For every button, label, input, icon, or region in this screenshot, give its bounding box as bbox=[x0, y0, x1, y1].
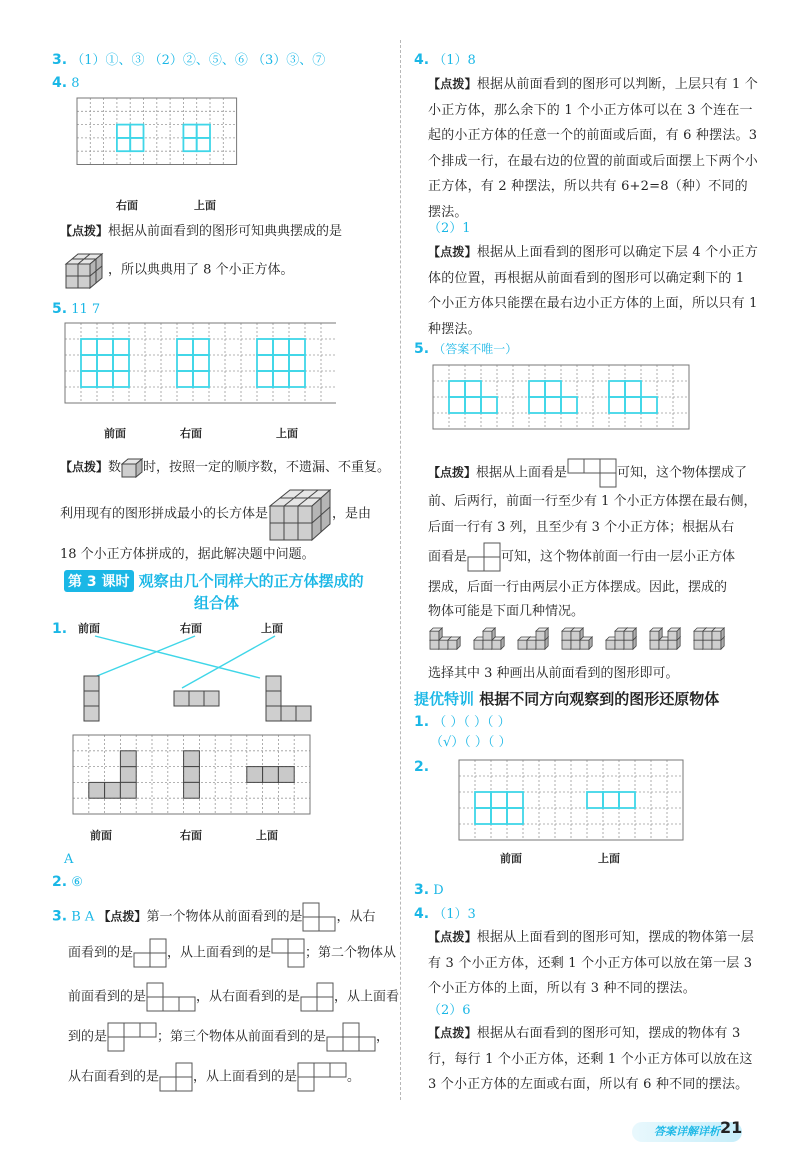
view-shape-icon bbox=[567, 458, 617, 488]
highlight-cell bbox=[561, 397, 577, 413]
s3: 3. D bbox=[414, 882, 444, 898]
l1-grid-label-right: 右面 bbox=[180, 829, 202, 842]
highlight-cell bbox=[113, 355, 129, 371]
highlight-cell bbox=[81, 371, 97, 387]
highlight-cell bbox=[481, 397, 497, 413]
right-q5-tip-line1: 【点拨】根据从上面看是 可知，这个物体摆成了 bbox=[428, 458, 747, 488]
single-cube-icon bbox=[121, 458, 143, 478]
highlight-cell bbox=[625, 381, 641, 397]
gray-cell bbox=[89, 782, 105, 798]
left-q4: 4. 8 bbox=[52, 75, 80, 91]
highlight-cell bbox=[449, 397, 465, 413]
highlight-cell bbox=[193, 371, 209, 387]
right-q4-part2: （2）1 bbox=[428, 221, 471, 236]
cube-icon bbox=[712, 628, 724, 640]
lesson-header bbox=[64, 570, 394, 613]
l1-grid bbox=[72, 734, 312, 818]
highlight-cell bbox=[603, 792, 619, 808]
q5-tip-line3: 18 个小正方体拼成的，据此解决题中问题。 bbox=[60, 547, 315, 562]
l1-num: 1. bbox=[52, 621, 68, 637]
gray-cell bbox=[105, 782, 121, 798]
highlight-cell bbox=[117, 138, 130, 151]
l3-line4: 到的是 ；第三个物体从前面看到的是 ， bbox=[68, 1022, 389, 1052]
special-tag: 提优特训 bbox=[414, 690, 475, 708]
highlight-cell bbox=[609, 381, 625, 397]
lesson-title: 观察由几个同样大的正方体摆成的 bbox=[138, 572, 364, 590]
highlight-cell bbox=[529, 397, 545, 413]
highlight-cell bbox=[545, 397, 561, 413]
s1-row1: 1. （ ）（ ）（ ） bbox=[414, 714, 511, 730]
right-q5-tip-line5: 摆成，后面一行由两层小正方体摆成。因此，摆成的 bbox=[428, 580, 728, 595]
highlight-cell bbox=[177, 339, 193, 355]
highlight-cell bbox=[257, 371, 273, 387]
lesson-tag: 第 3 课时 bbox=[64, 570, 134, 592]
cuboid-icon bbox=[268, 486, 332, 542]
l1-top-label-right: 右面 bbox=[180, 622, 202, 635]
highlight-cell bbox=[183, 125, 196, 138]
footer-banner: 答案详解详析 bbox=[632, 1122, 742, 1142]
cube-icon bbox=[483, 628, 495, 640]
q4-label-top: 上面 bbox=[194, 199, 216, 212]
l1-matching bbox=[70, 634, 370, 726]
right-q5-tip-line4: 面看是 可知，这个物体前面一行由一层小正方体 bbox=[428, 542, 735, 572]
highlight-cell bbox=[491, 808, 507, 824]
highlight-cell bbox=[289, 371, 305, 387]
s4-tip1: 【点拨】根据从上面看到的图形可知，摆成的物体第一层有 3 个小正方体，还剩 1 个小正方体可以放在第一层 3 个小正方体的上面，所以有 3 种不同的摆法。 bbox=[428, 930, 755, 996]
highlight-cell bbox=[641, 397, 657, 413]
gray-cell bbox=[184, 767, 200, 783]
right-q5-tip-line2: 前、后两行，前面一行至少有 1 个小正方体摆在最右侧， bbox=[428, 494, 757, 509]
cube-icon bbox=[448, 637, 460, 649]
page-number: 21 bbox=[720, 1118, 743, 1137]
s4-tip2: 【点拨】根据从右面看到的图形可知，摆成的物体有 3 行，每行 1 个小正方体，还剩 1 个小正方体可以放在这 3 个小正方体的左面或右面，所以有 6 种不同的摆法。 bbox=[428, 1026, 753, 1092]
highlight-cell bbox=[507, 792, 523, 808]
view-shape-icon bbox=[467, 542, 501, 572]
l2: 2. ⑥ bbox=[52, 874, 83, 890]
highlight-cell bbox=[257, 339, 273, 355]
highlight-cell bbox=[97, 355, 113, 371]
q4-grid-lines bbox=[77, 98, 237, 165]
view-shape-icon bbox=[271, 938, 305, 968]
right-q5-tip-line3: 后面一行有 3 列，且至少有 3 个小正方体；根据从右 bbox=[428, 520, 735, 535]
l3-line2: 面看到的是 ，从上面看到的是 ；第二个物体从 bbox=[68, 938, 396, 968]
view-shape-icon bbox=[302, 902, 336, 932]
special-title: 根据不同方向观察到的图形还原物体 bbox=[479, 690, 720, 708]
highlight-cell bbox=[449, 381, 465, 397]
q4-tip-line2: ，所以典典用了 8 个小正方体。 bbox=[64, 250, 294, 290]
l3-line3: 前面看到的是 ，从右面看到的是 ，从上面看 bbox=[68, 982, 399, 1012]
q4-grid bbox=[76, 97, 238, 195]
highlight-cell bbox=[113, 339, 129, 355]
right-q4-tip1: 【点拨】根据从前面看到的图形可以判断，上层只有 1 个小正方体，那么余下的 1 个小正方体可以在 3 个连在一起的小正方体的任意一个的前面或后面，有 6 种摆法。3 个排成一行，在最右边的位置的前面或后面摆上下两个小正方体，有 2 种摆法，所以共有 6+2=8（种）不同的摆法。 bbox=[428, 77, 759, 220]
highlight-cell bbox=[475, 792, 491, 808]
highlight-cell bbox=[465, 397, 481, 413]
highlight-cell bbox=[587, 792, 603, 808]
q5-label-top: 上面 bbox=[276, 427, 298, 440]
view-shape-icon bbox=[133, 938, 167, 968]
highlight-cell bbox=[289, 339, 305, 355]
column-divider bbox=[400, 40, 401, 1100]
gray-cell bbox=[120, 782, 136, 798]
q5-label-front: 前面 bbox=[104, 427, 126, 440]
right-q5-grid bbox=[432, 364, 692, 444]
highlight-cell bbox=[465, 381, 481, 397]
gray-cell bbox=[120, 767, 136, 783]
highlight-cell bbox=[491, 792, 507, 808]
s4: 4. （1）3 bbox=[414, 906, 476, 922]
cube-icon bbox=[430, 628, 442, 640]
lesson-title-2: 组合体 bbox=[194, 594, 240, 612]
right-q5: 5. （答案不唯一） bbox=[414, 341, 518, 357]
s4-part2: （2）6 bbox=[428, 1003, 471, 1018]
possible-objects bbox=[428, 624, 748, 658]
highlight-cell bbox=[619, 792, 635, 808]
highlight-cell bbox=[97, 371, 113, 387]
right-q4: 4. （1）8 bbox=[414, 52, 476, 68]
highlight-cell bbox=[609, 397, 625, 413]
highlight-cell bbox=[475, 808, 491, 824]
right-q5-tip-line6: 物体可能是下面几种情况。 bbox=[428, 604, 585, 619]
highlight-cell bbox=[97, 339, 113, 355]
q5-tip-line2: 利用现有的图形拼成最小的长方体是 ，是由 bbox=[60, 486, 371, 542]
highlight-cell bbox=[177, 371, 193, 387]
l3-line1: 3. B A 【点拨】第一个物体从前面看到的是 ，从右 bbox=[52, 902, 375, 932]
highlight-cell bbox=[113, 371, 129, 387]
q5-label-right: 右面 bbox=[180, 427, 202, 440]
view-shape-icon bbox=[146, 982, 196, 1012]
q4-tip-line1: 【点拨】根据从前面看到的图形可知典典摆成的是 bbox=[60, 224, 343, 239]
l1-top-label-top: 上面 bbox=[261, 622, 283, 635]
special-header bbox=[414, 688, 719, 709]
cube-2x2x2-icon bbox=[64, 250, 108, 290]
l1-answer: A bbox=[64, 852, 74, 867]
highlight-cell bbox=[130, 138, 143, 151]
gray-cell bbox=[247, 767, 263, 783]
highlight-cell bbox=[625, 397, 641, 413]
highlight-cell bbox=[289, 355, 305, 371]
cube-icon bbox=[624, 628, 636, 640]
highlight-cell bbox=[117, 125, 130, 138]
highlight-cell bbox=[130, 125, 143, 138]
q5-grid bbox=[64, 322, 336, 414]
highlight-cell bbox=[257, 355, 273, 371]
l1-grid-label-top: 上面 bbox=[256, 829, 278, 842]
q4-label-right: 右面 bbox=[116, 199, 138, 212]
right-q5-tip-line7: 选择其中 3 种画出从前面看到的图形即可。 bbox=[428, 666, 679, 681]
s1-row2: （√）（ ）（ ） bbox=[430, 735, 512, 750]
highlight-cell bbox=[177, 355, 193, 371]
cube-icon bbox=[571, 628, 583, 640]
l1-grid-label-front: 前面 bbox=[90, 829, 112, 842]
left-q3: 3. （1）①、③ （2）②、⑤、⑥ （3）③、⑦ bbox=[52, 52, 326, 68]
s2-grid bbox=[458, 759, 688, 841]
highlight-cell bbox=[81, 355, 97, 371]
highlight-cell bbox=[507, 808, 523, 824]
l1-top-label-front: 前面 bbox=[78, 622, 100, 635]
highlight-cell bbox=[197, 125, 210, 138]
s2-label-front: 前面 bbox=[500, 852, 522, 865]
highlight-cell bbox=[183, 138, 196, 151]
s2-num: 2. bbox=[414, 759, 430, 775]
highlight-cell bbox=[273, 339, 289, 355]
highlight-cell bbox=[545, 381, 561, 397]
view-shape-icon bbox=[107, 1022, 157, 1052]
highlight-cell bbox=[273, 355, 289, 371]
highlight-cell bbox=[193, 339, 209, 355]
view-shape-icon bbox=[297, 1062, 347, 1092]
view-shape-icon bbox=[159, 1062, 193, 1092]
highlight-cell bbox=[273, 371, 289, 387]
left-q5: 5. 11 7 bbox=[52, 301, 101, 317]
s2-label-top: 上面 bbox=[598, 852, 620, 865]
highlight-cell bbox=[193, 355, 209, 371]
l3-line5: 从右面看到的是 ，从上面看到的是 。 bbox=[68, 1062, 360, 1092]
gray-cell bbox=[120, 751, 136, 767]
match-lines bbox=[92, 636, 275, 688]
gray-cell bbox=[278, 767, 294, 783]
gray-cell bbox=[263, 767, 279, 783]
gray-cell bbox=[184, 782, 200, 798]
highlight-cell bbox=[529, 381, 545, 397]
gray-cell bbox=[184, 751, 200, 767]
right-q4-tip2: 【点拨】根据从上面看到的图形可以确定下层 4 个小正方体的位置，再根据从前面看到的图形可以确定剩下的 1 个小正方体只能摆在最右边小正方体的上面，所以只有 1 种摆法。 bbox=[428, 245, 758, 337]
q5-tip-line1: 【点拨】数 时，按照一定的顺序数，不遗漏、不重复。 bbox=[60, 457, 390, 478]
highlight-cell bbox=[197, 138, 210, 151]
cube-icon bbox=[650, 628, 662, 640]
cube-icon bbox=[536, 628, 548, 640]
cube-icon bbox=[668, 628, 680, 640]
highlight-cell bbox=[81, 339, 97, 355]
view-shape-icon bbox=[326, 1022, 376, 1052]
view-shape-icon bbox=[300, 982, 334, 1012]
